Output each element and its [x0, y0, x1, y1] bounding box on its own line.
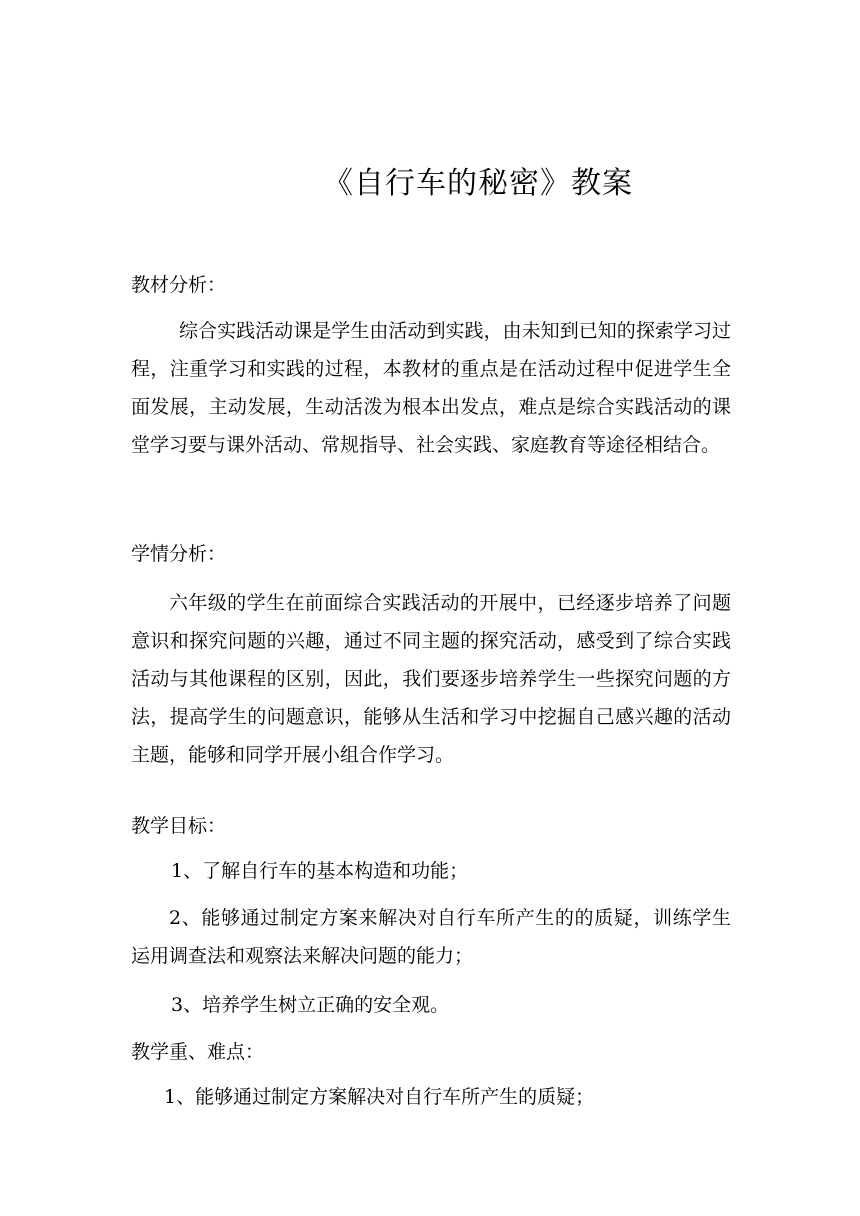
document-title: 《自行车的秘密》教案	[323, 166, 633, 201]
paragraph-student-analysis: 六年级的学生在前面综合实践活动的开展中，已经逐步培养了问题意识和探究问题的兴趣，通过不同主题的探究活动，感受到了综合实践活动与其他课程的区别，因此，我们要逐步培养学生一些探究问题的方法，提高学生的问题意识，能够从生活和学习中挖掘自己感兴趣的活动主题，能够和同学开展小组合作学习。	[131, 592, 731, 766]
goal-item-2: 2、能够通过制定方案来解决对自行车所产生的的质疑，训练学生运用调查法和观察法来解决问题的能力；	[131, 907, 731, 967]
section-heading-material-analysis: 教材分析：	[131, 274, 227, 296]
section-heading-teaching-goals: 教学目标：	[131, 815, 227, 837]
section-heading-key-points: 教学重、难点：	[131, 1041, 265, 1063]
paragraph-material-analysis: 综合实践活动课是学生由活动到实践，由未知到已知的探索学习过程，注重学习和实践的过程，本教材的重点是在活动过程中促进学生全面发展，主动发展，生动活泼为根本出发点，难点是综合实践活动的课堂学习要与课外活动、常规指导、社会实践、家庭教育等途径相结合。	[131, 320, 731, 456]
section-heading-student-analysis: 学情分析：	[131, 543, 227, 565]
goal-item-1: 1、了解自行车的基本构造和功能；	[171, 860, 469, 882]
goal-item-3: 3、培养学生树立正确的安全观。	[171, 994, 450, 1016]
key-point-item-1: 1、能够通过制定方案解决对自行车所产生的质疑；	[164, 1086, 595, 1108]
